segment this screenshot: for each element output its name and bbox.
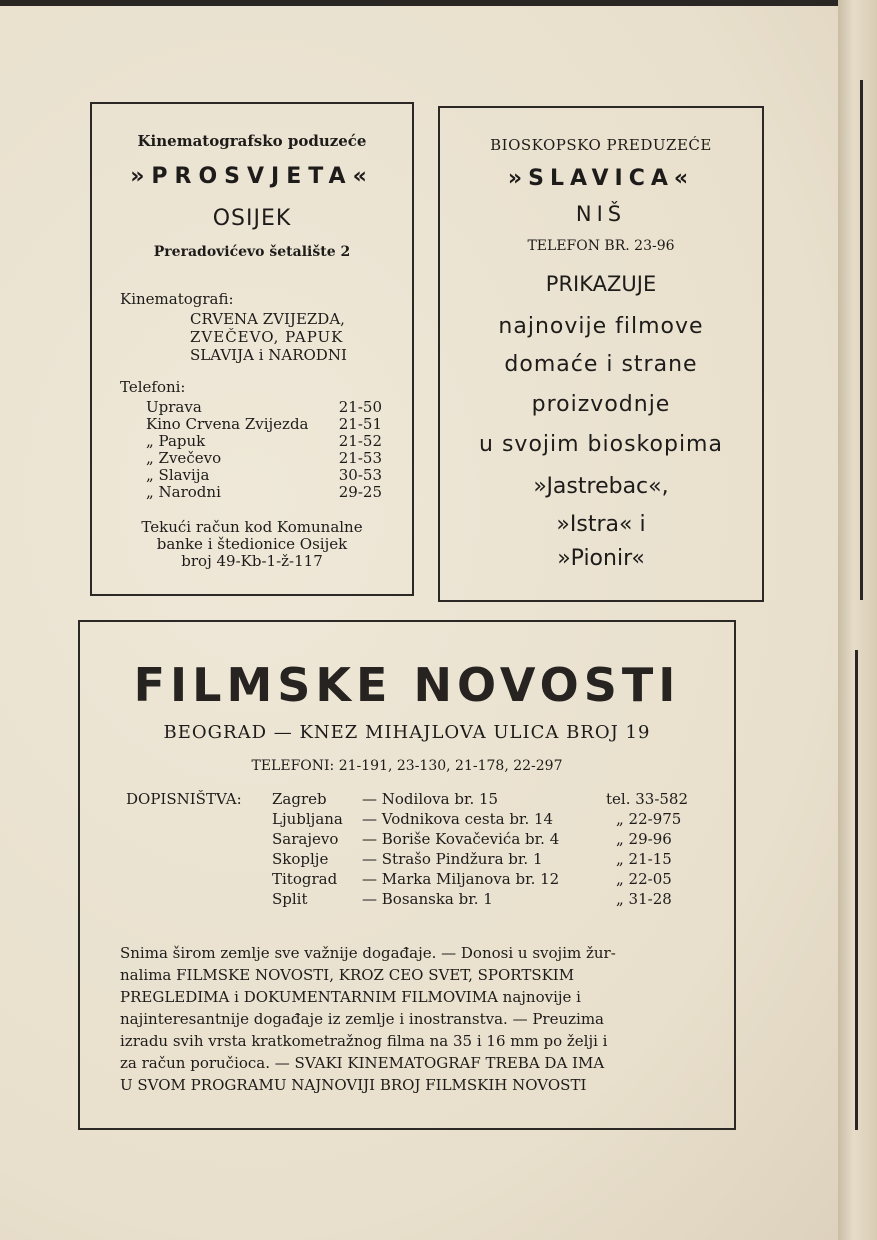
office-city: Split <box>272 890 308 908</box>
slavica-line2: najnovije filmove <box>498 314 704 339</box>
phone-name: „ Papuk <box>146 432 206 450</box>
office-tel: tel. 33-582 <box>606 790 689 808</box>
slavica-line4: proizvodnje <box>531 392 671 417</box>
prosvjeta-city: OSIJEK <box>212 206 292 231</box>
phone-row <box>146 466 382 484</box>
prosvjeta-address: Preradovićevo šetalište 2 <box>153 244 351 260</box>
phone-name: „ Zvečevo <box>146 449 222 467</box>
prosvjeta-account-line1: Tekući račun kod Komunalne <box>141 518 363 536</box>
office-tel: „ 21-15 <box>616 850 672 868</box>
slavica-line8: »Pionir« <box>557 546 645 571</box>
adjacent-page-edge <box>838 0 877 1240</box>
slavica-line3: domaće i strane <box>504 352 698 377</box>
description-line: PREGLEDIMA i DOKUMENTARNIM FILMOVIMA najnovije i <box>120 988 581 1006</box>
slavica-line6: »Jastrebac«, <box>533 474 669 499</box>
novosti-title: FILMSKE NOVOSTI <box>133 658 681 712</box>
prosvjeta-account-line3: broj 49-Kb-1-ž-117 <box>181 552 323 570</box>
description-line: U SVOM PROGRAMU NAJNOVIJI BROJ FILMSKIH NOVOSTI <box>120 1076 587 1094</box>
office-city: Zagreb <box>272 790 327 808</box>
phone-number: 21-50 <box>338 398 382 416</box>
phone-number: 30-53 <box>338 466 382 484</box>
description-line: za račun poručioca. — SVAKI KINEMATOGRAF TREBA DA IMA <box>120 1054 605 1072</box>
magazine-page <box>0 6 838 1240</box>
phone-row <box>146 449 382 467</box>
office-address: — Vodnikova cesta br. 14 <box>362 810 554 828</box>
office-tel: „ 22-05 <box>616 870 672 888</box>
description-line: najinteresantnije događaje iz zemlje i inostranstva. — Preuzima <box>120 1010 604 1028</box>
office-city: Sarajevo <box>272 830 339 848</box>
slavica-name: »SLAVICA« <box>507 166 695 191</box>
office-city: Ljubljana <box>272 810 343 828</box>
prosvjeta-cinemas-line3: SLAVIJA i NARODNI <box>190 346 347 364</box>
novosti-offices-table <box>266 790 706 920</box>
slavica-phone: TELEFON BR. 23-96 <box>527 238 675 254</box>
novosti-offices-label: DOPISNIŠTVA: <box>126 790 242 808</box>
phone-name: Kino Crvena Zvijezda <box>146 415 309 433</box>
filmske-novosti-ad <box>78 620 736 1130</box>
novosti-address: BEOGRAD — KNEZ MIHAJLOVA ULICA BROJ 19 <box>163 722 651 743</box>
slavica-line5: u svojim bioskopima <box>479 432 723 457</box>
phone-number: 29-25 <box>338 483 382 501</box>
slavica-company-type: BIOSKOPSKO PREDUZEĆE <box>490 136 712 154</box>
phone-name: „ Slavija <box>146 466 210 484</box>
description-line: nalima FILMSKE NOVOSTI, KROZ CEO SVET, SPORTSKIM <box>120 966 575 984</box>
slavica-line7: »Istra« i <box>556 512 646 537</box>
prosvjeta-ad <box>90 102 414 596</box>
office-tel: „ 22-975 <box>616 810 682 828</box>
description-line: izradu svih vrsta kratkometražnog filma na 35 i 16 mm po želji i <box>120 1032 608 1050</box>
phone-number: 21-53 <box>338 449 382 467</box>
phone-name: Uprava <box>146 398 202 416</box>
office-tel: „ 31-28 <box>616 890 672 908</box>
phone-row <box>146 415 382 433</box>
slavica-city: NIŠ <box>575 202 627 226</box>
office-tel: „ 29-96 <box>616 830 672 848</box>
prosvjeta-account-line2: banke i štedionice Osijek <box>156 535 348 553</box>
prosvjeta-phone-list <box>146 398 382 508</box>
novosti-description <box>120 942 710 1096</box>
edge-rule <box>855 650 858 1130</box>
office-address: — Marka Miljanova br. 12 <box>362 870 560 888</box>
slavica-line1: PRIKAZUJE <box>545 272 657 296</box>
prosvjeta-cinemas-line1: CRVENA ZVIJEZDA, <box>190 310 345 328</box>
office-address: — Strašo Pindžura br. 1 <box>362 850 543 868</box>
description-line: Snima širom zemlje sve važnije događaje. — Donosi u svojim žur- <box>120 944 616 962</box>
office-address: — Nodilova br. 15 <box>362 790 499 808</box>
prosvjeta-name: »PROSVJETA« <box>130 164 374 189</box>
prosvjeta-phones-label: Telefoni: <box>120 378 186 396</box>
office-address: — Boriše Kovačevića br. 4 <box>362 830 560 848</box>
phone-number: 21-51 <box>338 415 382 433</box>
prosvjeta-cinemas-line2: ZVEČEVO, PAPUK <box>190 328 344 346</box>
phone-row <box>146 398 382 416</box>
edge-rule <box>860 80 863 600</box>
novosti-phones: TELEFONI: 21-191, 23-130, 21-178, 22-297 <box>251 758 563 774</box>
phone-name: „ Narodni <box>146 483 221 501</box>
office-city: Titograd <box>272 870 338 888</box>
office-city: Skoplje <box>272 850 329 868</box>
office-address: — Bosanska br. 1 <box>362 890 493 908</box>
slavica-ad <box>438 106 764 602</box>
prosvjeta-cinemas-label: Kinematografi: <box>120 290 234 308</box>
prosvjeta-company-type: Kinematografsko poduzeće <box>137 132 367 150</box>
phone-number: 21-52 <box>338 432 382 450</box>
phone-row <box>146 483 382 501</box>
phone-row <box>146 432 382 450</box>
